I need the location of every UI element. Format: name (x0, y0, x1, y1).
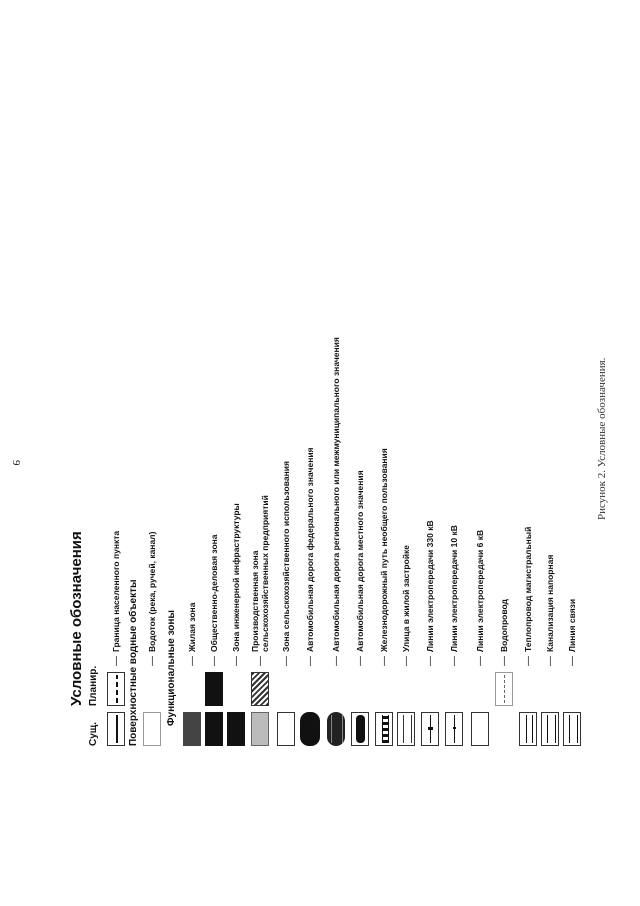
dash: — (566, 656, 578, 666)
dash: — (544, 656, 556, 666)
agricultural-symbol (277, 712, 295, 746)
power-6-symbol (471, 712, 489, 746)
legend-label: Граница населенного пункта (111, 530, 121, 652)
legend-row-regional-road (326, 337, 346, 746)
dash: — (498, 656, 510, 666)
dash: — (400, 656, 412, 666)
legend-row-boundary (106, 531, 126, 746)
engineering-symbol (227, 712, 245, 746)
col-header-existing: Сущ. (88, 722, 99, 746)
legend-label: Теплопровод магистральный (523, 526, 533, 652)
legend-row-railway (374, 448, 394, 746)
boundary-planned-symbol (107, 672, 125, 706)
legend-row-watercourse (142, 532, 162, 746)
legend-label: Улица в жилой застройке (401, 544, 411, 652)
figure-caption: Рисунок 2. Условные обозначения. (596, 357, 608, 520)
legend-row-federal-road (300, 447, 320, 746)
legend-label: Линии электропередачи 6 кВ (475, 529, 485, 652)
power-10-symbol (445, 712, 463, 746)
legend-row-residential (182, 603, 202, 746)
legend-label: Производственная зона (250, 550, 260, 652)
section-zones: Функциональные зоны (166, 610, 177, 726)
legend-title: Условные обозначения (68, 531, 85, 706)
legend-panel (30, 0, 630, 906)
legend-row-business (204, 534, 224, 746)
residential-symbol (183, 712, 201, 746)
legend-row-power-6 (470, 530, 490, 746)
legend-label: Жилая зона (187, 602, 197, 652)
legend-label: Автомобильная дорога федерального значения (305, 447, 315, 652)
dash: — (146, 656, 158, 666)
page-number: 9 (10, 460, 22, 466)
legend-label: Канализация напорная (545, 554, 555, 652)
legend-row-power-10 (444, 525, 464, 746)
business-planned-symbol (205, 672, 223, 706)
legend-row-power-330 (420, 520, 440, 746)
business-existing-symbol (205, 712, 223, 746)
legend-row-local-road (350, 470, 370, 746)
legend-label: Общественно-деловая зона (209, 534, 219, 652)
legend-label: Железнодорожный путь необщего пользования (379, 448, 389, 652)
federal-road-symbol (300, 712, 320, 746)
legend-label: Линия связи (567, 598, 577, 652)
watercourse-symbol (143, 712, 161, 746)
dash: — (378, 656, 390, 666)
legend-row-sewer (540, 555, 560, 746)
dash: — (330, 656, 342, 666)
legend-row-water-supply (494, 599, 514, 746)
street-symbol (397, 712, 415, 746)
section-water: Поверхностные водные объекты (128, 579, 139, 746)
legend-row-communication (562, 599, 582, 746)
local-road-symbol (351, 712, 369, 746)
legend-label: Автомобильная дорога регионального или межмуниципального значения (331, 337, 341, 652)
sewer-symbol (541, 712, 559, 746)
dash: — (304, 656, 316, 666)
legend-row-production (250, 495, 270, 746)
dash: — (522, 656, 534, 666)
dash: — (208, 656, 220, 666)
power-330-symbol (421, 712, 439, 746)
dash: — (474, 656, 486, 666)
legend-label: Линии электропередачи 330 кВ (425, 520, 435, 652)
legend-label: Зона инженерной инфраструктуры (231, 503, 241, 652)
legend-row-engineering (226, 503, 246, 746)
legend-row-street (396, 545, 416, 746)
dash: — (424, 656, 436, 666)
dash: — (280, 656, 292, 666)
legend-label: Автомобильная дорога местного значения (355, 470, 365, 652)
dash: — (354, 656, 366, 666)
communication-symbol (563, 712, 581, 746)
production-planned-symbol (251, 672, 269, 706)
dash: — (110, 656, 122, 666)
col-header-planned: Планир. (88, 665, 99, 706)
legend-row-heating (518, 527, 538, 746)
dash: — (448, 656, 460, 666)
legend-label: Зона сельскохозяйственного использования (281, 461, 291, 652)
legend-label: Водопровод (499, 599, 509, 652)
boundary-existing-symbol (107, 712, 125, 746)
legend-label-line2: сельскохозяйственных предприятий (260, 495, 270, 652)
legend-row-agricultural (276, 461, 296, 746)
dash: — (230, 656, 242, 666)
water-supply-symbol (495, 672, 513, 706)
dash: — (186, 656, 198, 666)
production-existing-symbol (251, 712, 269, 746)
legend-label: Линии электропередачи 10 кВ (449, 525, 459, 652)
regional-road-symbol (327, 712, 345, 746)
heating-symbol (519, 712, 537, 746)
dash: — (254, 656, 266, 666)
railway-symbol (375, 712, 393, 746)
legend-label: Водоток (река, ручей, канал) (147, 531, 157, 652)
